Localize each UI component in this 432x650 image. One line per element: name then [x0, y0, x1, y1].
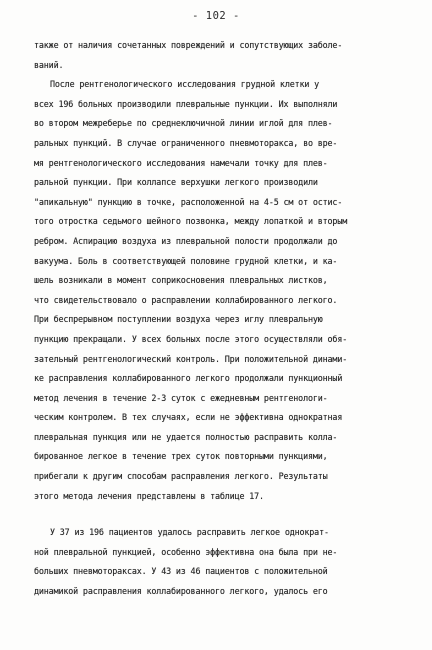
text-line: ребром. Аспирацию воздуха из плевральной полости продолжали до [34, 235, 338, 246]
text-line: У 37 из 196 пациентов удалось расправить легкое однократ- [50, 527, 329, 538]
text-line: того отростка седьмого шейного позвонка, между лопаткой и вторым [34, 216, 348, 227]
text-line: шель возникали в момент соприкосновения плевральных листков, [34, 275, 328, 286]
text-line: метод лечения в течение 2-3 суток с ежедневным рентгенологи- [34, 392, 328, 403]
text-line: После рентгенологического исследования грудной клетки у [50, 79, 320, 90]
text-line: пункцию прекращали. У всех больных после этого осуществляли обя- [34, 333, 348, 344]
text-line: этого метода лечения представлены в таблице 17. [34, 490, 264, 501]
text-line: ральной пункции. При коллапсе верхушки легкого производили [34, 177, 318, 188]
text-line: во втором межреберье по среднеключичной линии иглой для плев- [34, 118, 333, 129]
text-line: мя рентгенологического исследования намечали точку для плев- [34, 157, 328, 168]
text-line: плевральная пункция или не удается полностью расправить колла- [34, 431, 338, 442]
text-line: "апикальную" пункцию в точке, расположенной на 4-5 см от остис- [34, 196, 343, 207]
text-line: прибегали к другим способам расправления легкого. Результаты [34, 471, 328, 482]
page-number: - 102 - [192, 10, 240, 22]
text-line: вакуума. Боль в соответствующей половине грудной клетки, и ка- [34, 255, 338, 266]
text-line: ваний. [34, 59, 64, 70]
text-line: что свидетельствовало о расправлении коллабированного легкого. [34, 294, 338, 305]
paragraph-3 [34, 523, 412, 601]
text-line: ческим контролем. В тех случаях, если не эффективна однократная [34, 412, 343, 423]
text-line: ке расправления коллабированного легкого продолжали пункционный [34, 373, 343, 384]
text-line: ральных пункций. В случае ограниченного пневмоторакса, во вре- [34, 137, 338, 148]
text-line: бированное легкое в течение трех суток повторными пункциями, [34, 451, 328, 462]
body-text [34, 36, 412, 602]
text-line: также от наличия сочетанных повреждений и сопутствующих заболе- [34, 40, 343, 50]
paragraph-spacer [34, 506, 412, 523]
paragraph-2 [34, 75, 412, 506]
paragraph-1 [34, 36, 412, 75]
text-line: динамикой расправления коллабированного легкого, удалось его [34, 586, 328, 597]
text-line: зательный рентгенологический контроль. При положительной динами- [34, 353, 348, 364]
text-line: всех 196 больных производили плевральные пункции. Их выполняли [34, 98, 338, 109]
text-line: ной плевральной пункцией, особенно эффективна она была при не- [34, 546, 338, 557]
text-line: При беспрерывном поступлении воздуха через иглу плевральную [34, 314, 323, 325]
text-line: больших пневмотораксах. У 43 из 46 пациентов с положительной [34, 566, 328, 577]
